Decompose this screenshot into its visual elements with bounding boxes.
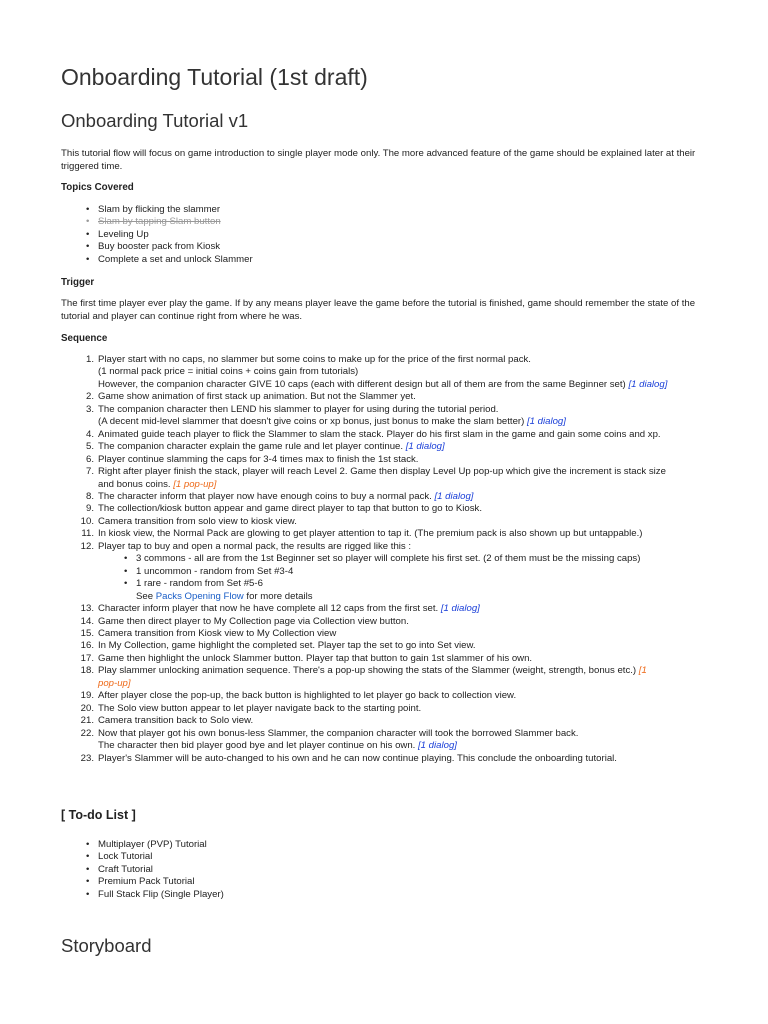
dialog-tag: [1 dialog] [434, 490, 474, 502]
see-more-line: See Packs Opening Flow for more details [136, 590, 313, 602]
sequence-step: 18. Play slammer unlocking animation sequence. There's a pop-up showing the stats of the Slammer (weight, strength, bonus etc.) [1 pop-up] [80, 665, 647, 689]
sequence-step: 14. Game then direct player to My Collection page via Collection view button. [80, 615, 409, 627]
sequence-step: 17. Game then highlight the unlock Slammer button. Player tap that button to gain 1st slammer of his own. [80, 652, 533, 664]
sequence-step: 12. Player tap to buy and open a normal pack, the results are rigged like this : • 3 commons - all are from the 1st Beginner set so player will complete his first set. (2 of them must be the missing caps) • 1 uncommon - random from Set #3-4 • 1 rare - random from Set #5-6 See Packs Opening Flow for more details [98, 541, 711, 603]
dialog-tag: [1 dialog] [628, 378, 668, 390]
sequence-step: 19. After player close the pop-up, the back button is highlighted to let player go back to collection view. [80, 690, 517, 702]
dialog-tag: [1 dialog] [405, 441, 445, 453]
popup-tag: [1 [638, 665, 647, 677]
list-item: • Lock Tutorial [98, 851, 224, 863]
section-title: Onboarding Tutorial v1 [61, 110, 249, 131]
topics-list [61, 204, 253, 266]
trigger-paragraph: The first time player ever play the game. If by any means player leave the game before the tutorial is finished, game should remember the state of the tutorial and player can continue right from where he was. [61, 298, 696, 322]
sequence-step: 10. Camera transition from solo view to kiosk view. [80, 515, 297, 527]
sequence-step: 5. The companion character explain the game rule and let player continue. [1 dialog] [85, 441, 445, 453]
todo-heading: [ To-do List ] [61, 808, 136, 822]
sequence-step: 16. In My Collection, game highlight the completed set. Player tap the set to go into Set view. [80, 640, 476, 652]
list-item: • 3 commons - all are from the 1st Beginner set so player will complete his first set. (2 of them must be the missing caps) [136, 553, 711, 565]
list-item: • Leveling Up [98, 229, 253, 241]
list-item: • Full Stack Flip (Single Player) [98, 889, 224, 901]
sequence-step: 7. Right after player finish the stack, player will reach Level 2. Game then display Level Up pop-up which give the increment is stack size and bonus coins. [1 pop-up] [85, 466, 666, 490]
sequence-step: 11. In kiosk view, the Normal Pack are glowing to get player attention to tap it. (The premium pack is also shown up but untappable.) [81, 528, 643, 540]
topics-heading: Topics Covered [61, 182, 134, 193]
sequence-list [61, 354, 711, 765]
sequence-step: 6. Player continue slamming the caps for 3-4 times max to finish the 1st stack. [85, 453, 419, 465]
sequence-step: 8. The character inform that player now have enough coins to buy a normal pack. [1 dialog] [85, 490, 474, 502]
sequence-step: 22. Now that player got his own bonus-less Slammer, the companion character will took the borrowed Slammer back. The character then bid player good bye and let player continue on his own. [1 dialog] [80, 727, 579, 752]
sequence-step: 1. Player start with no caps, no slammer but some coins to make up for the price of the first normal pack. (1 normal pack price = initial coins + coins gain from tutorials) However, the companion character GIVE 10 caps (each with different design but all of them are from the same Beginner set) [1 dialog] [85, 354, 668, 390]
pack-results-list [98, 553, 711, 590]
packs-opening-flow-link[interactable]: Packs Opening Flow [155, 590, 244, 602]
popup-tag-continued: pop-up] [98, 677, 131, 689]
intro-paragraph: This tutorial flow will focus on game introduction to single player mode only. The more advanced feature of the game should be explained later at their triggered time. [61, 148, 696, 172]
list-item: • Multiplayer (PVP) Tutorial [98, 839, 224, 851]
trigger-heading: Trigger [61, 277, 95, 288]
list-item: • Buy booster pack from Kiosk [98, 241, 253, 253]
sequence-step: 21. Camera transition back to Solo view. [80, 715, 254, 727]
sequence-step: 9. The collection/kiosk button appear and game direct player to tap that button to go to Kiosk. [85, 503, 482, 515]
list-item: • Slam by flicking the slammer [98, 204, 253, 216]
list-item: • 1 rare - random from Set #5-6 [136, 578, 711, 590]
document-title: Onboarding Tutorial (1st draft) [61, 64, 368, 90]
sequence-step: 13. Character inform player that now he have complete all 12 caps from the first set. [1 dialog] [80, 603, 480, 615]
dialog-tag: [1 dialog] [440, 603, 480, 615]
list-item: • Complete a set and unlock Slammer [98, 254, 253, 266]
popup-tag: [1 pop-up] [173, 478, 217, 490]
dialog-tag: [1 dialog] [418, 740, 457, 752]
sequence-step: 15. Camera transition from Kiosk view to My Collection view [80, 627, 337, 639]
dialog-tag: [1 dialog] [526, 416, 566, 428]
sequence-heading: Sequence [61, 333, 108, 344]
storyboard-heading: Storyboard [61, 935, 152, 956]
sequence-step: 20. The Solo view button appear to let player navigate back to the starting point. [80, 702, 422, 714]
sequence-step: 3. The companion character then LEND his slammer to player for using during the tutorial period. (A decent mid-level slammer that doesn't give coins or xp bonus, just bonus to make the slam better) [1 dialog] [85, 403, 566, 428]
list-item: • Craft Tutorial [98, 864, 224, 876]
sequence-step: 23. Player's Slammer will be auto-changed to his own and he can now continue playing. This conclude the onboarding tutorial. [80, 752, 617, 764]
list-item: • Premium Pack Tutorial [98, 876, 224, 888]
sequence-step: 4. Animated guide teach player to flick the Slammer to slam the stack. Player do his first slam in the game and gain some coins and xp. [85, 428, 661, 440]
list-item-struck: • Slam by tapping Slam button [98, 216, 253, 228]
list-item: • 1 uncommon - random from Set #3-4 [136, 566, 711, 578]
todo-list [61, 839, 224, 901]
sequence-step: 2. Game show animation of first stack up animation. But not the Slammer yet. [85, 391, 416, 403]
